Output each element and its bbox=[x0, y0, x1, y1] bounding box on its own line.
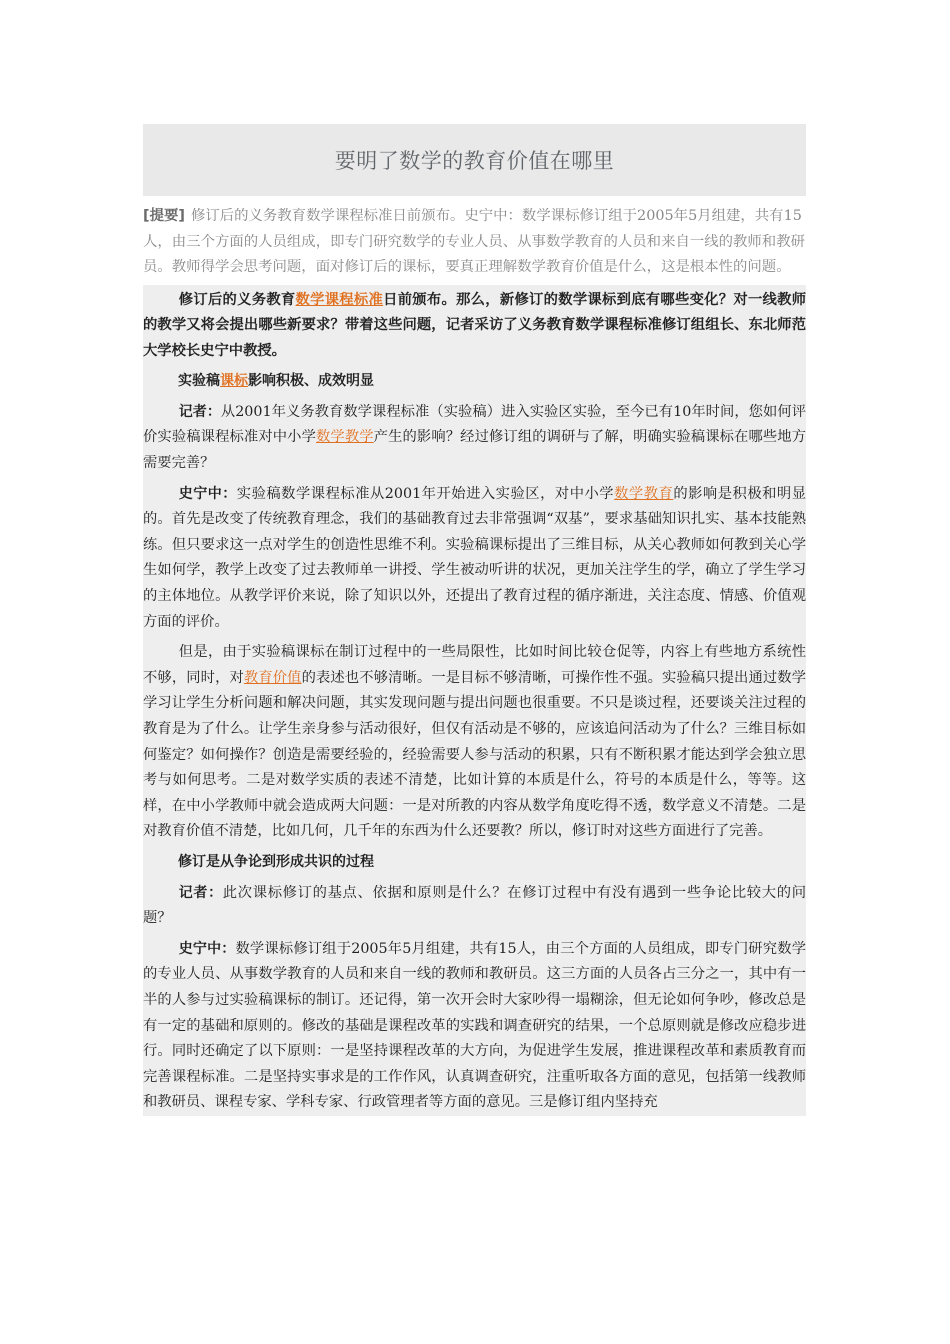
heading1-text-1: 实验稿 bbox=[178, 373, 220, 390]
summary-paragraph bbox=[143, 204, 806, 281]
answer-1 bbox=[143, 482, 806, 636]
link-math-teaching[interactable]: 数学教学 bbox=[316, 429, 374, 446]
link-curriculum-standard[interactable]: 课标 bbox=[220, 373, 248, 390]
q2-text: 此次课标修订的基点、依据和原则是什么？在修订过程中有没有遇到一些争论比较大的问题？ bbox=[143, 884, 807, 927]
speaker-shi-ningzhong: 史宁中： bbox=[178, 940, 236, 957]
a1b-text-2: 的表述也不够清晰。一是目标不够清晰，可操作性不强。实验稿只提出通过数学学习让学生分析问题和解决问题，其实发现问题与提出问题也很重要。不只是谈过程，还要谈关注过程的教育是为了什么。让学生亲身参与活动很好，但仅有活动是不够的，应该追问活动为了什么？三维目标如何鉴定？如何操作？创造是需要经验的，经验需要人参与活动的积累，只有不断积累才能达到学会独立思考与如何思考。二是对数学实质的表述不清楚，比如计算的本质是什么，符号的本质是什么，等等。这样，在中小学教师中就会造成两大问题：一是对所教的内容从数学角度吃得不透，数学意义不清楚。二是对教育价值不清楚，比如几何，几千年的东西为什么还要教？所以，修订时对这些方面进行了完善。 bbox=[143, 669, 807, 840]
answer-1-continued bbox=[143, 640, 806, 845]
heading1-text-2: 影响积极、成效明显 bbox=[248, 373, 374, 390]
section-heading-1 bbox=[143, 369, 806, 395]
link-math-curriculum-standard[interactable]: 数学课程标准 bbox=[295, 291, 384, 308]
question-1 bbox=[143, 400, 806, 477]
speaker-reporter: 记者： bbox=[178, 403, 221, 420]
article-body bbox=[143, 285, 806, 1116]
intro-text-1: 修订后的义务教育 bbox=[178, 291, 296, 308]
link-education-value[interactable]: 教育价值 bbox=[243, 669, 302, 686]
answer-2 bbox=[143, 937, 806, 1116]
summary-text: 修订后的义务教育数学课程标准日前颁布。史宁中：数学课标修订组于2005年5月组建，共有15人，由三个方面的人员组成，即专门研究数学的专业人员、从事数学教育的人员和来自一线的教师和教研员。教师得学会思考问题，面对修订后的课标，要真正理解数学教育价值是什么，这是根本性的问题。 bbox=[143, 208, 805, 275]
question-2 bbox=[143, 881, 806, 932]
intro-text-2: 日前颁布。那么，新修订的数学课标到底有哪些变化？对一线教师的教学又将会提出哪些新要求？带着这些问题，记者采访了义务教育数学课程标准修订组组长、东北师范大学校长史宁中教授。 bbox=[143, 291, 807, 359]
a1-text-2: 的影响是积极和明显的。首先是改变了传统教育理念，我们的基础教育过去非常强调“双基”，要求基础知识扎实、基本技能熟练。但只要求这一点对学生的创造性思维不利。实验稿课标提出了三维目标，从关心教师如何教到关心学生如何学，教学上改变了过去教师单一讲授、学生被动听讲的状况，更加关注学生的学，确立了学生学习的主体地位。从教学评价来说，除了知识以外，还提出了教育过程的循序渐进，关注态度、情感、价值观方面的评价。 bbox=[143, 485, 807, 630]
link-math-education[interactable]: 数学教育 bbox=[614, 485, 674, 502]
speaker-reporter: 记者： bbox=[178, 884, 223, 901]
title-banner bbox=[143, 124, 806, 196]
section-heading-2: 修订是从争论到形成共识的过程 bbox=[178, 853, 374, 870]
a1-text-1: 实验稿数学课程标准从2001年开始进入实验区，对中小学 bbox=[236, 485, 615, 502]
speaker-shi-ningzhong: 史宁中： bbox=[178, 485, 237, 502]
document-page bbox=[143, 124, 806, 1121]
summary-tag: [提要] bbox=[143, 208, 185, 224]
page-title: 要明了数学的教育价值在哪里 bbox=[334, 149, 615, 173]
intro-paragraph bbox=[143, 288, 806, 365]
a2-text: 数学课标修订组于2005年5月组建，共有15人，由三个方面的人员组成，即专门研究数学的专业人员、从事数学教育的人员和来自一线的教师和教研员。这三方面的人员各占三分之一，其中有一半的人参与过实验稿课标的制订。还记得，第一次开会时大家吵得一塌糊涂，但无论如何争吵，修改总是有一定的基础和原则的。修改的基础是课程改革的实践和调查研究的结果，一个总原则就是修改应稳步进行。同时还确定了以下原则：一是坚持课程改革的大方向，为促进学生发展，推进课程改革和素质教育而完善课程标准。二是坚持实事求是的工作作风，认真调查研究，注重听取各方面的意见，包括第一线教师和教研员、课程专家、学科专家、行政管理者等方面的意见。三是修订组内坚持充 bbox=[143, 940, 806, 1111]
q1-text-1: 从2001年义务教育数学课程标准（实验稿）进入实验区实验，至今已有10年时间，您如何评价实验稿课程标准对中小学 bbox=[143, 403, 806, 446]
q1-text-2: 产生的影响？经过修订组的调研与了解，明确实验稿课标在哪些地方需要完善？ bbox=[143, 429, 807, 472]
a1b-text-1: 但是，由于实验稿课标在制订过程中的一些局限性，比如时间比较仓促等，内容上有些地方系统性不够，同时，对 bbox=[143, 644, 806, 686]
